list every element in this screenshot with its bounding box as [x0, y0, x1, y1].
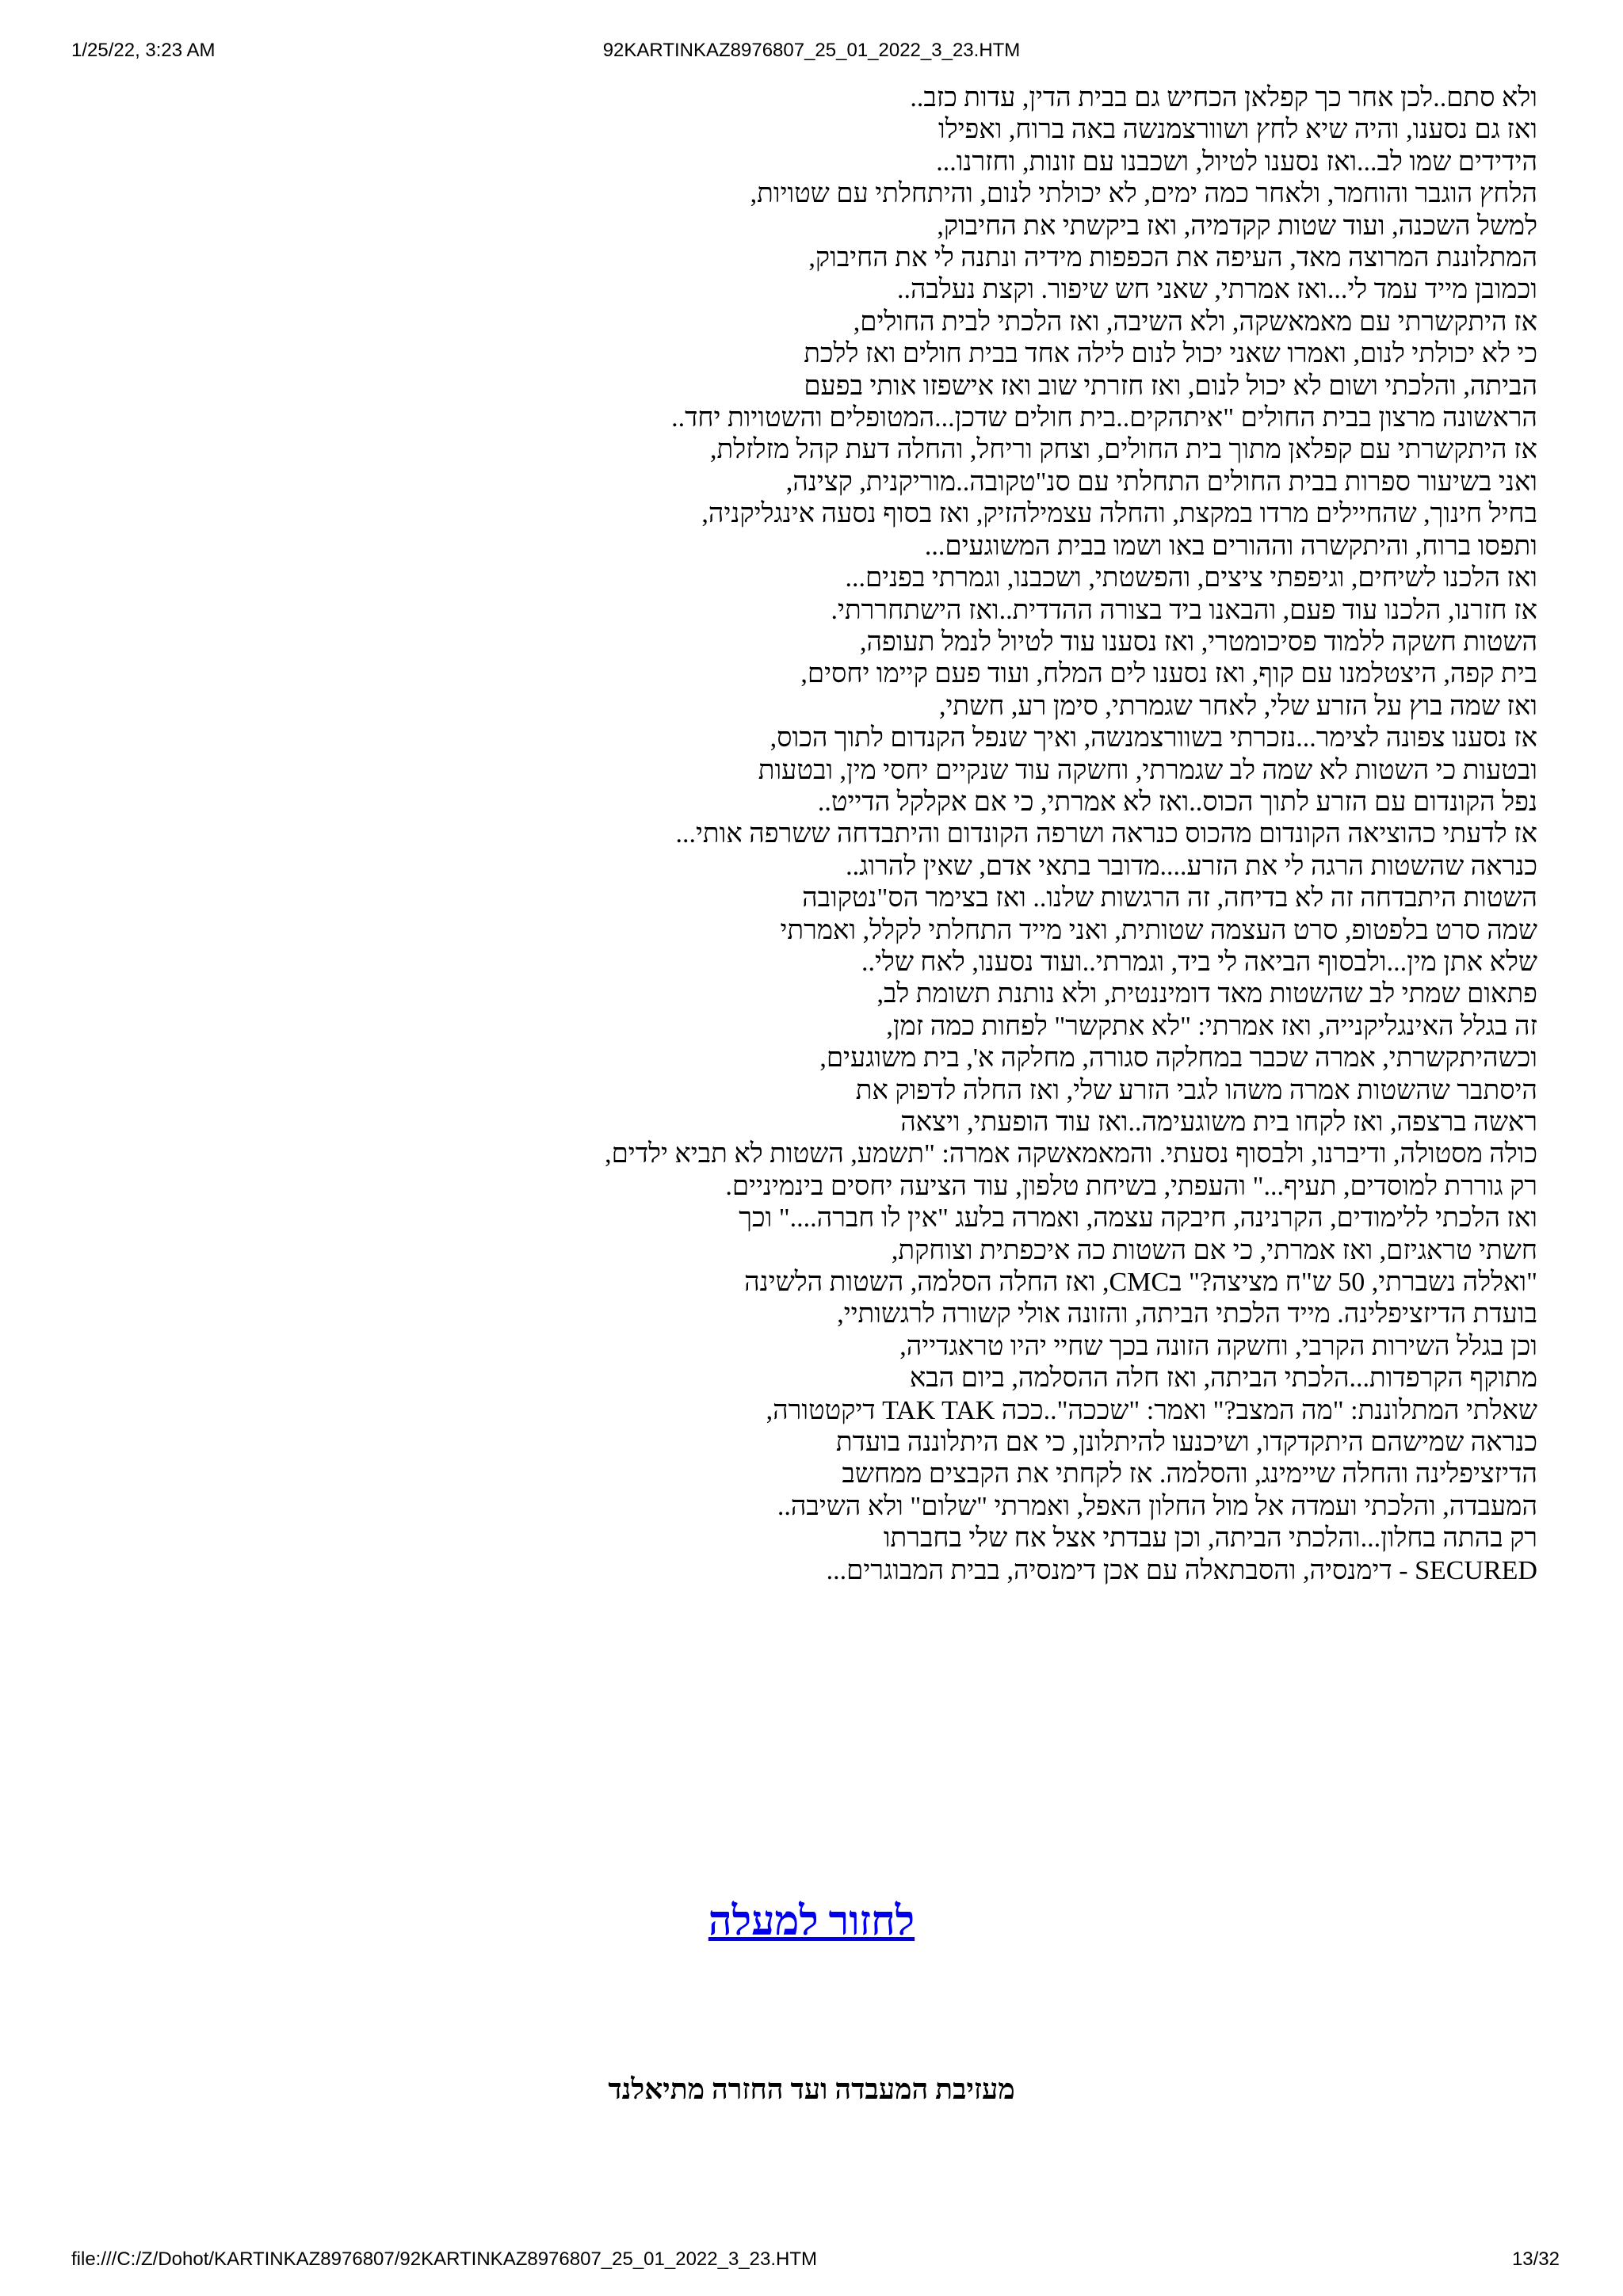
poem-line: ובטעות כי השטות לא שמה לב שגמרתי, וחשקה עוד שנקיים יחסי מין, ובטעות: [758, 755, 1537, 785]
poem-line: חשתי טראגיזם, ואז אמרתי, כי אם השטות כה איכפתית וצוחקת,: [891, 1235, 1537, 1265]
poem-line: כי לא יכולתי לנום, ואמרו שאני יכול לנום לילה אחד בבית חולים ואז ללכת: [804, 339, 1537, 369]
poem-line: מתוקף הקרפדות...הלכתי הביתה, ואז חלה ההסלמה, ביום הבא: [909, 1363, 1537, 1394]
poem-line: היסתבר שהשטות אמרה משהו לגבי הזרע שלי, ואז החלה לדפוק את: [855, 1075, 1537, 1105]
poem-line: הביתה, והלכתי ושום לא יכול לנום, ואז חזרתי שוב ואז אישפזו אותי בפעם: [804, 371, 1537, 401]
poem-line: שאלתי המתלוננת: "מה המצב?" ואמר: "שככה"..ככה TAK TAK דיקטטורה,: [766, 1395, 1537, 1425]
poem-line: ואז שמה בוץ על הזרע שלי, לאחר שגמרתי, סימן רע, חשתי,: [939, 691, 1537, 721]
poem-line: וכמובן מייד עמד לי...ואז אמרתי, שאני חש שיפור. וקצת נעלבה..: [896, 275, 1537, 305]
poem-text: [396, 82, 1537, 1587]
poem-line: אז חזרנו, הלכנו עוד פעם, והבאנו ביד בצורה ההדדית..ואז הישתחררתי.: [831, 595, 1537, 625]
print-document-title: 92KARTINKAZ8976807_25_01_2022_3_23.HTM: [602, 40, 1021, 61]
poem-line: "ואללה נשברתי, 50 ש"ח מציצה?" בCMC, ואז החלה הסלמה, השטות הלשינה: [744, 1268, 1537, 1298]
print-datetime: 1/25/22, 3:23 AM: [71, 40, 216, 61]
poem-line: בית קפה, היצטלמנו עם קוף, ואז נסענו לים המלח, ועוד פעם קיימו יחסים,: [800, 659, 1537, 689]
poem-line: אז היתקשרתי עם קפלאן מתוך בית החולים, וצחק וריחל, והחלה דעת קהל מזלזלת,: [709, 435, 1537, 465]
print-header: [0, 40, 1623, 68]
poem-line: המעבדה, והלכתי ועמדה אל מול החלון האפל, ואמרתי "שלום" ולא השיבה..: [777, 1491, 1537, 1521]
print-file-path: file:///C:/Z/Dohot/KARTINKAZ8976807/92KARTINKAZ8976807_25_01_2022_3_23.HTM: [71, 2248, 818, 2270]
poem-line: השטות היתבדחה זה לא בדיחה, זה הרגשות שלנו.. ואז בצימר הס"נטקובה: [802, 883, 1537, 913]
poem-line: ראשה ברצפה, ואז לקחו בית משוגעימה..ואז עוד הופעתי, ויצאה: [900, 1108, 1537, 1137]
poem-line: ואז הלכנו לשיחים, וגיפפתי ציצים, והפשטתי, ושכבנו, וגמרתי בפנים...: [845, 563, 1537, 593]
poem-line: ואז גם נסענו, והיה שיא לחץ ושוורצמנשה באה ברוח, ואפילו: [938, 115, 1537, 145]
poem-line: בועדת הדיזציפלינה. מייד הלכתי הביתה, והזונה אולי קשורה לרגשותיי,: [837, 1299, 1537, 1329]
print-page-indicator: 13/32: [1511, 2248, 1560, 2270]
back-to-top-container: [0, 1898, 1623, 1945]
poem-line: ואז הלכתי ללימודים, הקרנינה, חיבקה עצמה, ואמרה בלעג "אין לו חברה...." וכך: [739, 1203, 1537, 1234]
poem-line: הלחץ הוגבר והוחמר, ולאחר כמה ימים, לא יכולתי לנום, והיתחלתי עם שטויות,: [750, 179, 1537, 209]
poem-line: השטות חשקה ללמוד פסיכומטרי, ואז נסענו עוד לטיול לנמל תעופה,: [859, 627, 1537, 657]
poem-line: כנראה שמישהם היתקדקדו, ושיכנעו להיתלונן, כי אם היתלוננה בועדת: [835, 1428, 1537, 1458]
poem-line: כנראה שהשטות הרגה לי את הזרע....מדובר בתאי אדם, שאין להרוג..: [846, 851, 1537, 881]
poem-line: בחיל חינוך, שהחיילים מרדו במקצת, והחלה עצמילהזיק, ואז בסוף נסעה אינגליקניה,: [701, 499, 1537, 529]
poem-line: המתלוננת המרוצה מאד, העיפה את הכפפות מידיה ונתנה לי את החיבוק,: [808, 243, 1537, 273]
poem-line: ותפסו ברוח, והיתקשרה וההורים באו ושמו בבית המשוגעים...: [924, 531, 1537, 561]
poem-line: וכשהיתקשרתי, אמרה שכבר במחלקה סגורה, מחלקה א', בית משוגעים,: [819, 1043, 1537, 1074]
poem-line: אז נסענו צפונה לצימר...נזכרתי בשוורצמנשה, ואיך שנפל הקנדום לתוך הכוס,: [769, 723, 1537, 753]
poem-line: רק גוררת למוסדים, תעיף..." והעפתי, בשיחת טלפון, עוד הציעה יחסים בינמיניים.: [725, 1171, 1537, 1201]
poem-line: אז היתקשרתי עם מאמאשקה, ולא השיבה, ואז הלכתי לבית החולים,: [853, 307, 1537, 337]
poem-line: למשל השכנה, ועוד שטות קקדמיה, ואז ביקשתי את החיבוק,: [937, 211, 1537, 241]
poem-line: הראשונה מרצון בבית החולים "איתהקים..בית חולים שדכן...המטופלים והשטויות יחד..: [671, 403, 1537, 433]
poem-line: אז לדעתי כהוציאה הקונדום מהכוס כנראה ושרפה הקונדום והיתבדחה ששרפה אותי...: [675, 819, 1537, 849]
poem-line: נפל הקונדום עם הזרע לתוך הכוס..ואז לא אמרתי, כי אם אקלקל הדייט..: [817, 787, 1537, 817]
poem-line: הדיזציפלינה והחלה שיימינג, והסלמה. אז לקחתי את הקבצים ממחשב: [842, 1459, 1537, 1489]
poem-line: SECURED - דימנסיה, והסבתאלה עם אכן דימנסיה, בבית המבוגרים...: [826, 1555, 1537, 1585]
poem-line: רק בהתה בחלון...והלכתי הביתה, וכן עבדתי אצל אח שלי בחברתו: [883, 1524, 1537, 1554]
print-footer: [0, 2248, 1623, 2277]
next-section-heading: מעזיבת המעבדה ועד החזרה מתיאלנד: [608, 2073, 1015, 2105]
poem-line: וכן בגלל השירות הקרבי, וחשקה הזונה בכך שחיי יהיו טראגדייה,: [899, 1331, 1537, 1361]
poem-line: ואני בשיעור ספרות בבית החולים התחלתי עם סנ"טקובה..מוריקנית, קצינה,: [785, 467, 1537, 497]
poem-line: ולא סתם..לכן אחר כך קפלאן הכחיש גם בבית הדין, עדות כזב..: [910, 83, 1537, 113]
back-to-top-link[interactable]: לחזור למעלה: [708, 1899, 915, 1944]
poem-line: פתאום שמתי לב שהשטות מאד דומיננטית, ולא נותנת תשומת לב,: [876, 979, 1537, 1009]
poem-line: כולה מסטולה, ודיברנו, ולבסוף נסעתי. והמאמאשקה אמרה: "תשמע, השטות לא תביא ילדים,: [605, 1139, 1537, 1169]
poem-line: הידידים שמו לב...ואז נסענו לטיול, ושכבנו עם זונות, וחזרנו...: [936, 147, 1537, 177]
poem-line: שמה סרט בלפטופ, סרט העצמה שטותית, ואני מייד התחלתי לקלל, ואמרתי: [780, 915, 1537, 945]
poem-line: זה בגלל האינגליקנייה, ואז אמרתי: "לא אתקשר" לפחות כמה זמן,: [886, 1011, 1537, 1041]
poem-line: שלא אתן מין...ולבסוף הביאה לי ביד, וגמרתי..ועוד נסענו, לאח שלי..: [861, 947, 1537, 977]
